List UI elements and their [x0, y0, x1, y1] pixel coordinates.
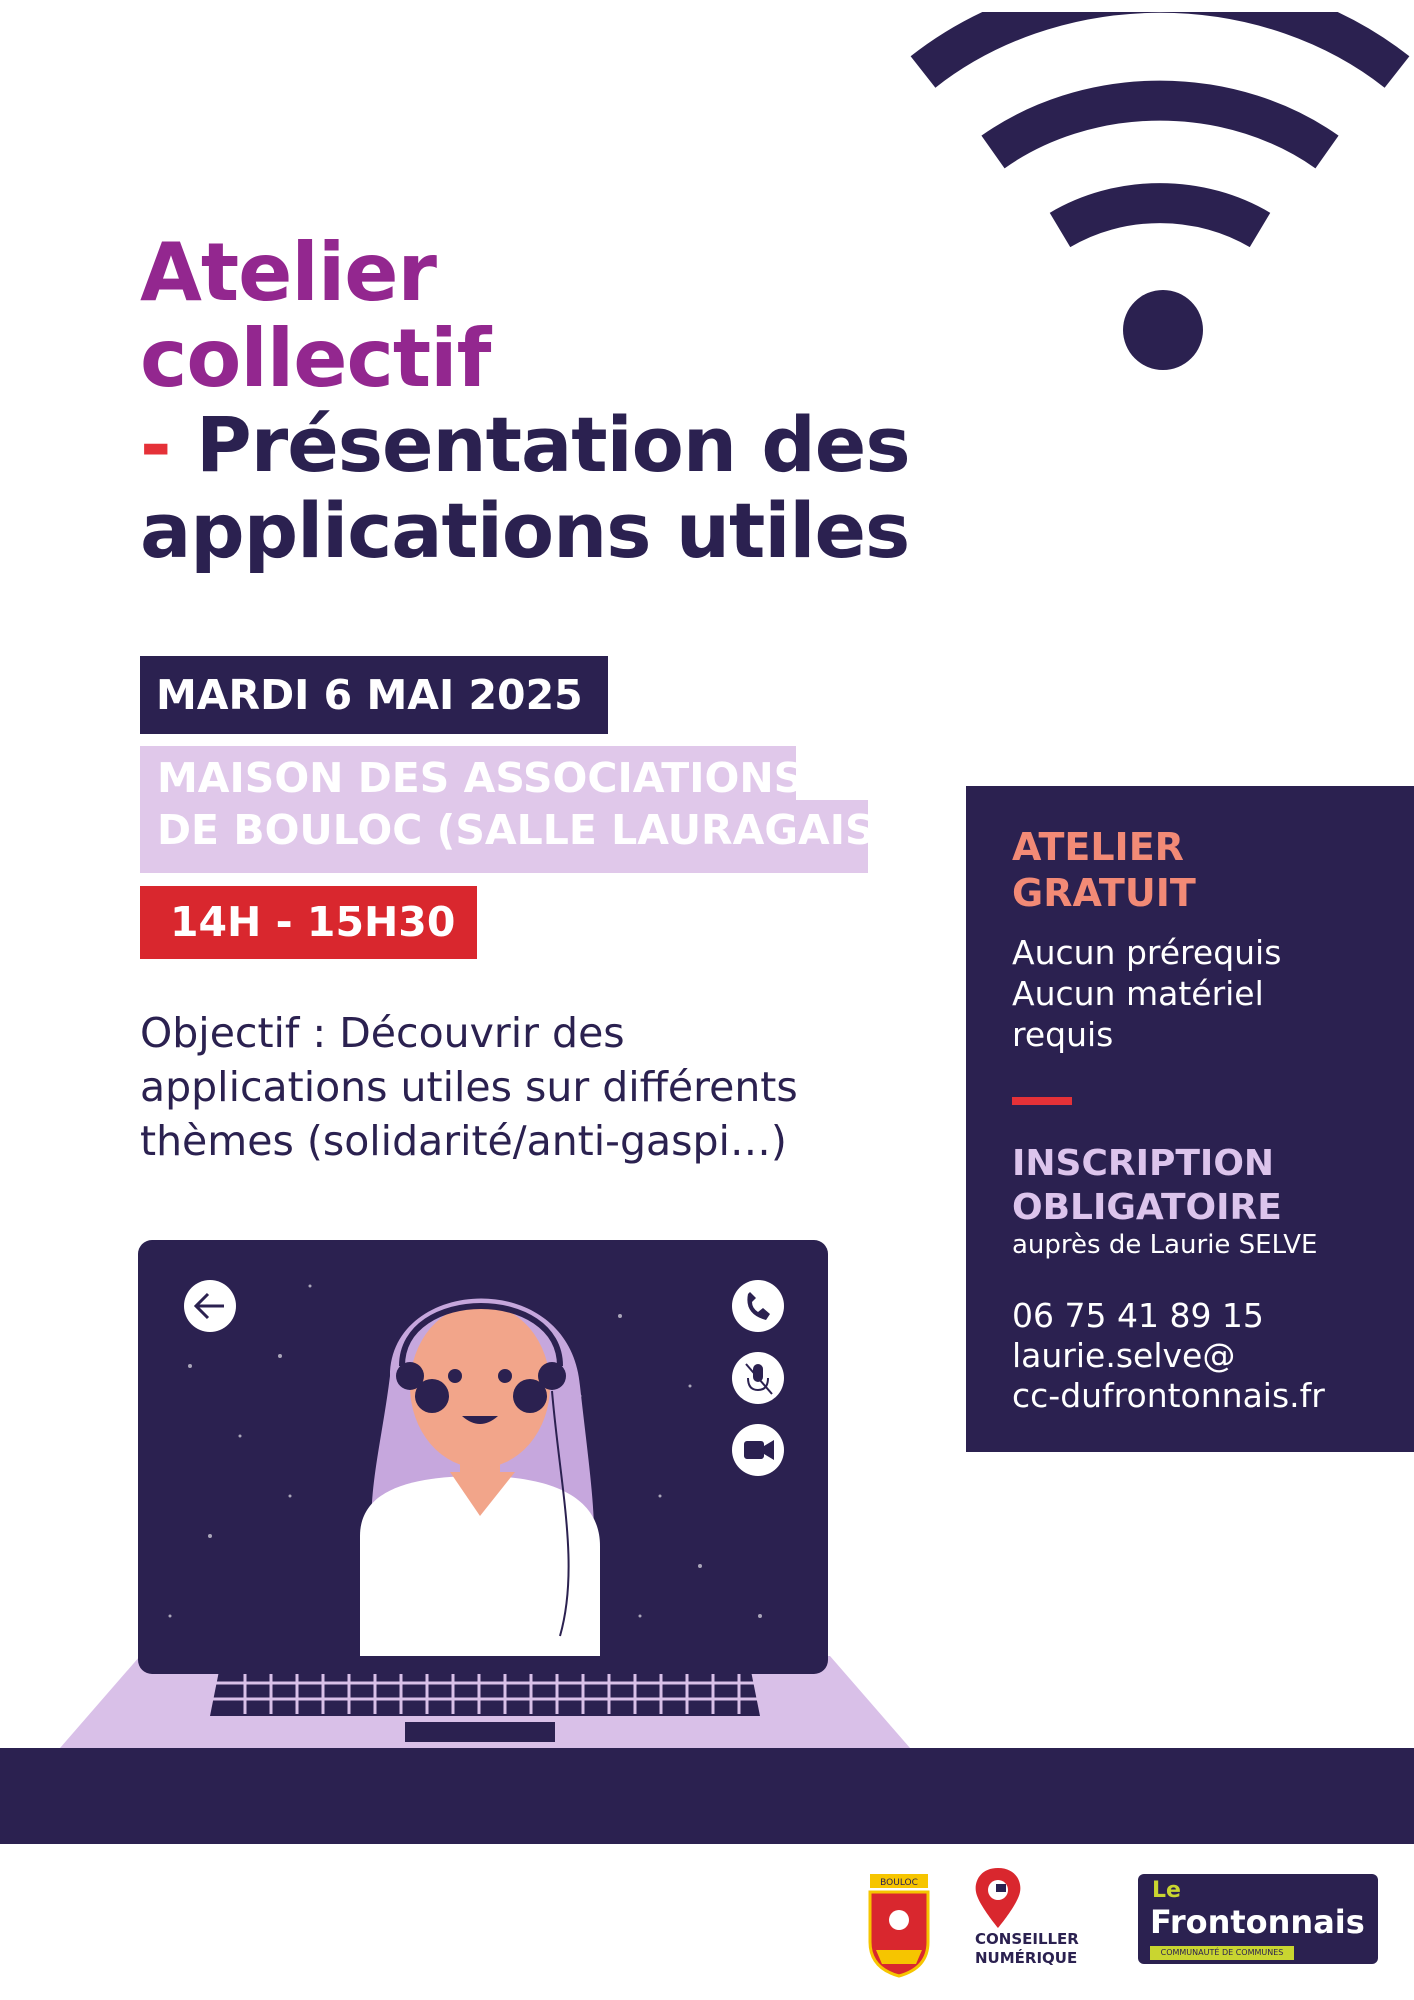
frontonnais-subtitle: COMMUNAUTÉ DE COMMUNES: [1150, 1946, 1294, 1960]
title-line-4: applications utiles: [140, 486, 910, 575]
title-line-2: collectif: [140, 312, 491, 405]
conseiller-numerique-logo: [970, 1866, 1100, 1986]
mic-off-icon[interactable]: [732, 1352, 784, 1404]
conseiller-numerique-text: CONSEILLER NUMÉRIQUE: [975, 1930, 1079, 1967]
location-line-2: DE BOULOC (SALLE LAURAGAIS): [157, 806, 894, 854]
footer-band: [0, 1748, 1414, 1844]
video-camera-icon[interactable]: [732, 1424, 784, 1476]
bouloc-label: BOULOC: [880, 1878, 918, 1888]
frontonnais-le: Le: [1152, 1878, 1181, 1903]
email-line-2[interactable]: cc-dufrontonnais.fr: [1012, 1376, 1325, 1415]
contact-details: [1012, 1296, 1325, 1416]
back-arrow-icon[interactable]: [184, 1280, 236, 1332]
bouloc-crest-logo: [866, 1872, 932, 1978]
panel-divider: [1012, 1097, 1072, 1105]
date-badge: MARDI 6 MAI 2025: [140, 656, 608, 734]
phone-icon[interactable]: [732, 1280, 784, 1332]
phone-number[interactable]: 06 75 41 89 15: [1012, 1296, 1264, 1335]
contact-person: auprès de Laurie SELVE: [1012, 1230, 1318, 1260]
title-line-3: - Présentation des: [140, 400, 910, 489]
title-dash: -: [140, 400, 171, 489]
laptop-illustration: [60, 1236, 910, 1758]
objective-text: [140, 1006, 940, 1168]
title-line-1: Atelier: [140, 226, 436, 319]
registration-heading: INSCRIPTION OBLIGATOIRE: [1012, 1143, 1282, 1228]
page-title: [140, 226, 910, 575]
location-text: [157, 752, 893, 856]
requirements-text: Aucun prérequis Aucun matériel requis: [1012, 933, 1282, 1054]
location-line-1: MAISON DES ASSOCIATIONS: [157, 754, 804, 802]
frontonnais-name: Frontonnais: [1150, 1903, 1365, 1941]
email-line-1[interactable]: laurie.selve@: [1012, 1336, 1236, 1375]
time-badge: 14H - 15H30: [140, 886, 477, 959]
free-workshop-heading: ATELIER GRATUIT: [1012, 825, 1196, 915]
objective-line-3: thèmes (solidarité/anti-gaspi…): [140, 1117, 787, 1165]
objective-line-2: applications utiles sur différents: [140, 1063, 798, 1111]
wifi-icon: [905, 12, 1414, 382]
objective-line-1: Objectif : Découvrir des: [140, 1009, 625, 1057]
